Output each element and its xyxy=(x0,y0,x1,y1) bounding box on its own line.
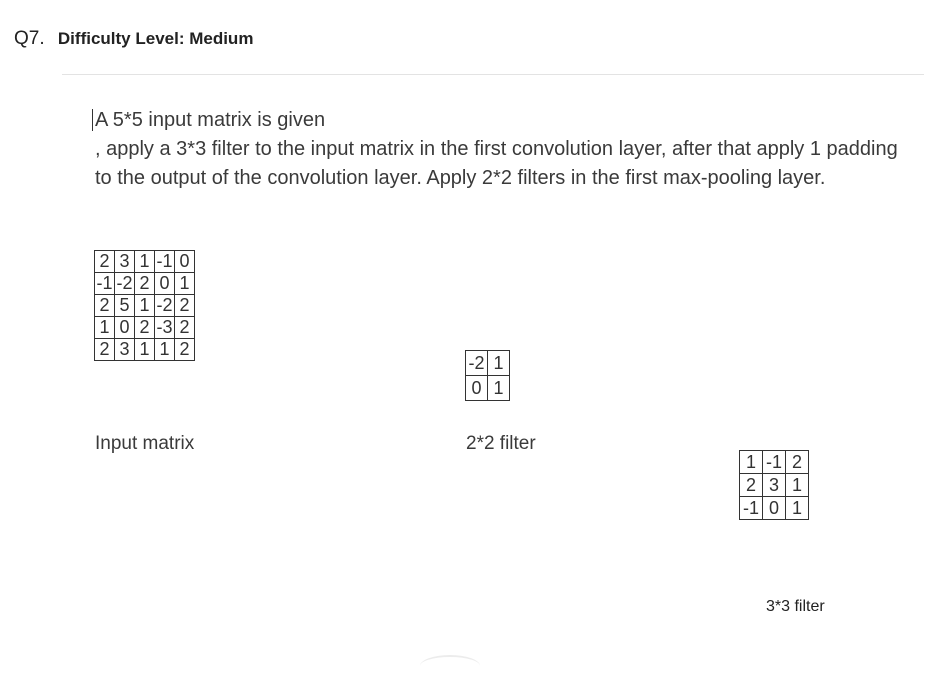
matrix-cell: 2 xyxy=(740,474,763,497)
difficulty-label: Difficulty Level: Medium xyxy=(57,29,254,48)
matrix-cell: 3 xyxy=(763,474,786,497)
matrix-cell: 1 xyxy=(786,474,809,497)
matrix-cell: 3 xyxy=(115,339,135,361)
matrix-cell: 1 xyxy=(135,251,155,273)
matrix-cell: 1 xyxy=(135,295,155,317)
matrix-cell: 0 xyxy=(115,317,135,339)
matrix-cell: 0 xyxy=(466,376,488,401)
matrix-cell: 1 xyxy=(740,451,763,474)
matrix-cell: -2 xyxy=(466,351,488,376)
matrix-cell: 2 xyxy=(135,317,155,339)
matrix-cell: 2 xyxy=(175,295,195,317)
matrix-cell: 0 xyxy=(175,251,195,273)
matrix-cell: 1 xyxy=(155,339,175,361)
filter-2x2-table xyxy=(465,350,510,401)
matrix-cell: 3 xyxy=(115,251,135,273)
matrix-cell: -2 xyxy=(156,295,173,315)
matrix-row xyxy=(95,295,195,317)
matrix-row xyxy=(466,376,510,401)
matrix-cell: 2 xyxy=(786,451,809,474)
matrix-row xyxy=(466,351,510,376)
matrix-cell: 2 xyxy=(175,339,195,361)
matrix-cell: 1 xyxy=(786,497,809,520)
matrix-row xyxy=(95,251,195,273)
matrix-cell: 2 xyxy=(135,273,155,295)
matrix-cell: -1 xyxy=(156,251,173,271)
input-matrix-caption: Input matrix xyxy=(95,433,195,454)
matrix-cell: -3 xyxy=(156,317,173,337)
header-divider xyxy=(62,74,924,75)
matrix-cell: -1 xyxy=(763,451,786,474)
text-cursor xyxy=(92,109,93,131)
matrix-cell: 1 xyxy=(135,339,155,361)
question-header xyxy=(14,28,253,50)
matrix-cell: 0 xyxy=(155,273,175,295)
filter-3x3-caption: 3*3 filter xyxy=(766,598,825,615)
filter-2x2-caption: 2*2 filter xyxy=(466,433,536,454)
input-matrix-table xyxy=(94,250,195,361)
matrix-row xyxy=(740,451,809,474)
matrix-cell: 2 xyxy=(95,295,115,317)
matrix-cell: -1 xyxy=(96,273,113,293)
matrix-cell: 1 xyxy=(488,351,510,376)
matrix-cell: 2 xyxy=(95,251,115,273)
matrix-cell: 1 xyxy=(488,376,510,401)
matrix-cell: 1 xyxy=(95,317,115,339)
question-number: Q7. xyxy=(14,28,45,49)
matrix-row xyxy=(95,339,195,361)
matrix-cell: 2 xyxy=(175,317,195,339)
matrix-row xyxy=(740,497,809,520)
matrix-cell: 2 xyxy=(95,339,115,361)
problem-line-1: A 5*5 input matrix is given xyxy=(95,109,326,131)
matrix-row xyxy=(95,317,195,339)
matrix-cell: -2 xyxy=(116,273,133,293)
matrix-row xyxy=(740,474,809,497)
matrix-row xyxy=(95,273,195,295)
problem-line-2: , apply a 3*3 filter to the input matrix in the first convolution layer, after that apply 1 padding to the output of the convolution layer. Apply 2*2 filters in the first max-pooling layer. xyxy=(95,138,898,189)
matrix-cell: 5 xyxy=(115,295,135,317)
matrix-cell: 0 xyxy=(763,497,786,520)
matrix-cell: 1 xyxy=(175,273,195,295)
filter-3x3-table xyxy=(739,450,809,520)
matrix-cell: -1 xyxy=(740,497,763,520)
problem-statement xyxy=(95,106,905,193)
